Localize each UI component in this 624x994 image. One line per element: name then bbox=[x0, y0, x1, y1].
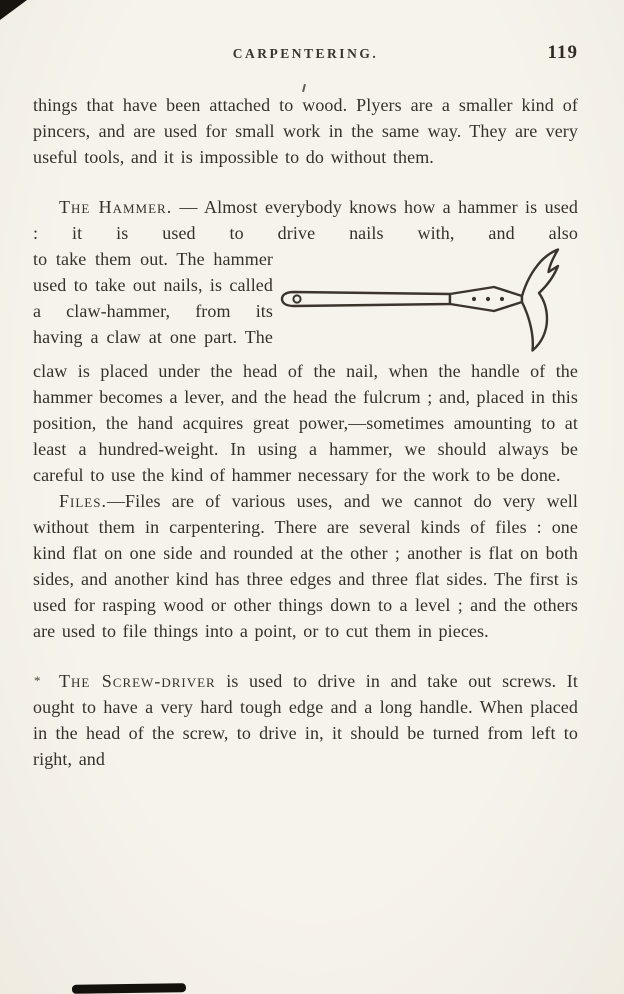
paragraph-hammer-rest: claw is placed under the head of the nail, when the handle of the hammer becomes a lever, and the head the fulcrum ; and, placed in this position, the hand acquires great power,—sometimes amounting to at least a hundred-weight. In using a hammer, we should always be careful to use the kind of hammer necessary for the work to be done. bbox=[33, 361, 578, 485]
paragraph-plyers: things that have been attached to wood. Plyers are a smaller kind of pincers, and are used for small work in the same way. They are very useful tools, and it is impossible to do without them. bbox=[33, 95, 578, 167]
running-title: CARPENTERING. bbox=[232, 46, 379, 61]
page-number: 119 bbox=[547, 42, 578, 63]
scan-artifact-corner bbox=[0, 0, 27, 20]
paragraph-hammer-intro bbox=[33, 194, 578, 246]
screwdriver-text: is used to drive in and take out screws. It ought to have a very hard tough edge and a long handle. When placed in the head of the screw, to drive in, it should be turned from left to right, and bbox=[33, 671, 578, 769]
claw-hammer-icon bbox=[278, 246, 578, 358]
claw-hammer-illustration bbox=[273, 246, 578, 358]
files-text: —Files are of various uses, and we cannot do very well without them in carpentering. There are several kinds of files : one kind flat on one side and rounded at the other ; another is flat on both sides, and another kind has three edges and three flat sides. The first is used for rasping wood or other things down to a level ; and the others are used to file things into a point, or to cut them in pieces. bbox=[33, 491, 578, 641]
hammer-figure-row bbox=[33, 246, 578, 358]
scan-artifact-bottom bbox=[72, 983, 186, 994]
page-header bbox=[33, 42, 578, 70]
paragraph-files bbox=[33, 488, 578, 644]
paragraph-screwdriver bbox=[33, 668, 578, 772]
screwdriver-heading: The Screw-driver bbox=[59, 671, 216, 691]
files-heading: Files. bbox=[59, 491, 107, 511]
paragraph-hammer-wrap: to take them out. The hammer used to take out nails, is called a claw-hammer, from its having a claw at one part. The bbox=[33, 249, 273, 347]
margin-mark: * bbox=[34, 673, 41, 688]
page-content bbox=[33, 0, 578, 772]
hammer-intro-text: — Almost everybody knows how a hammer is used : it is used to drive nails with, and also bbox=[33, 197, 578, 243]
hammer-heading: The Hammer. bbox=[59, 197, 173, 217]
